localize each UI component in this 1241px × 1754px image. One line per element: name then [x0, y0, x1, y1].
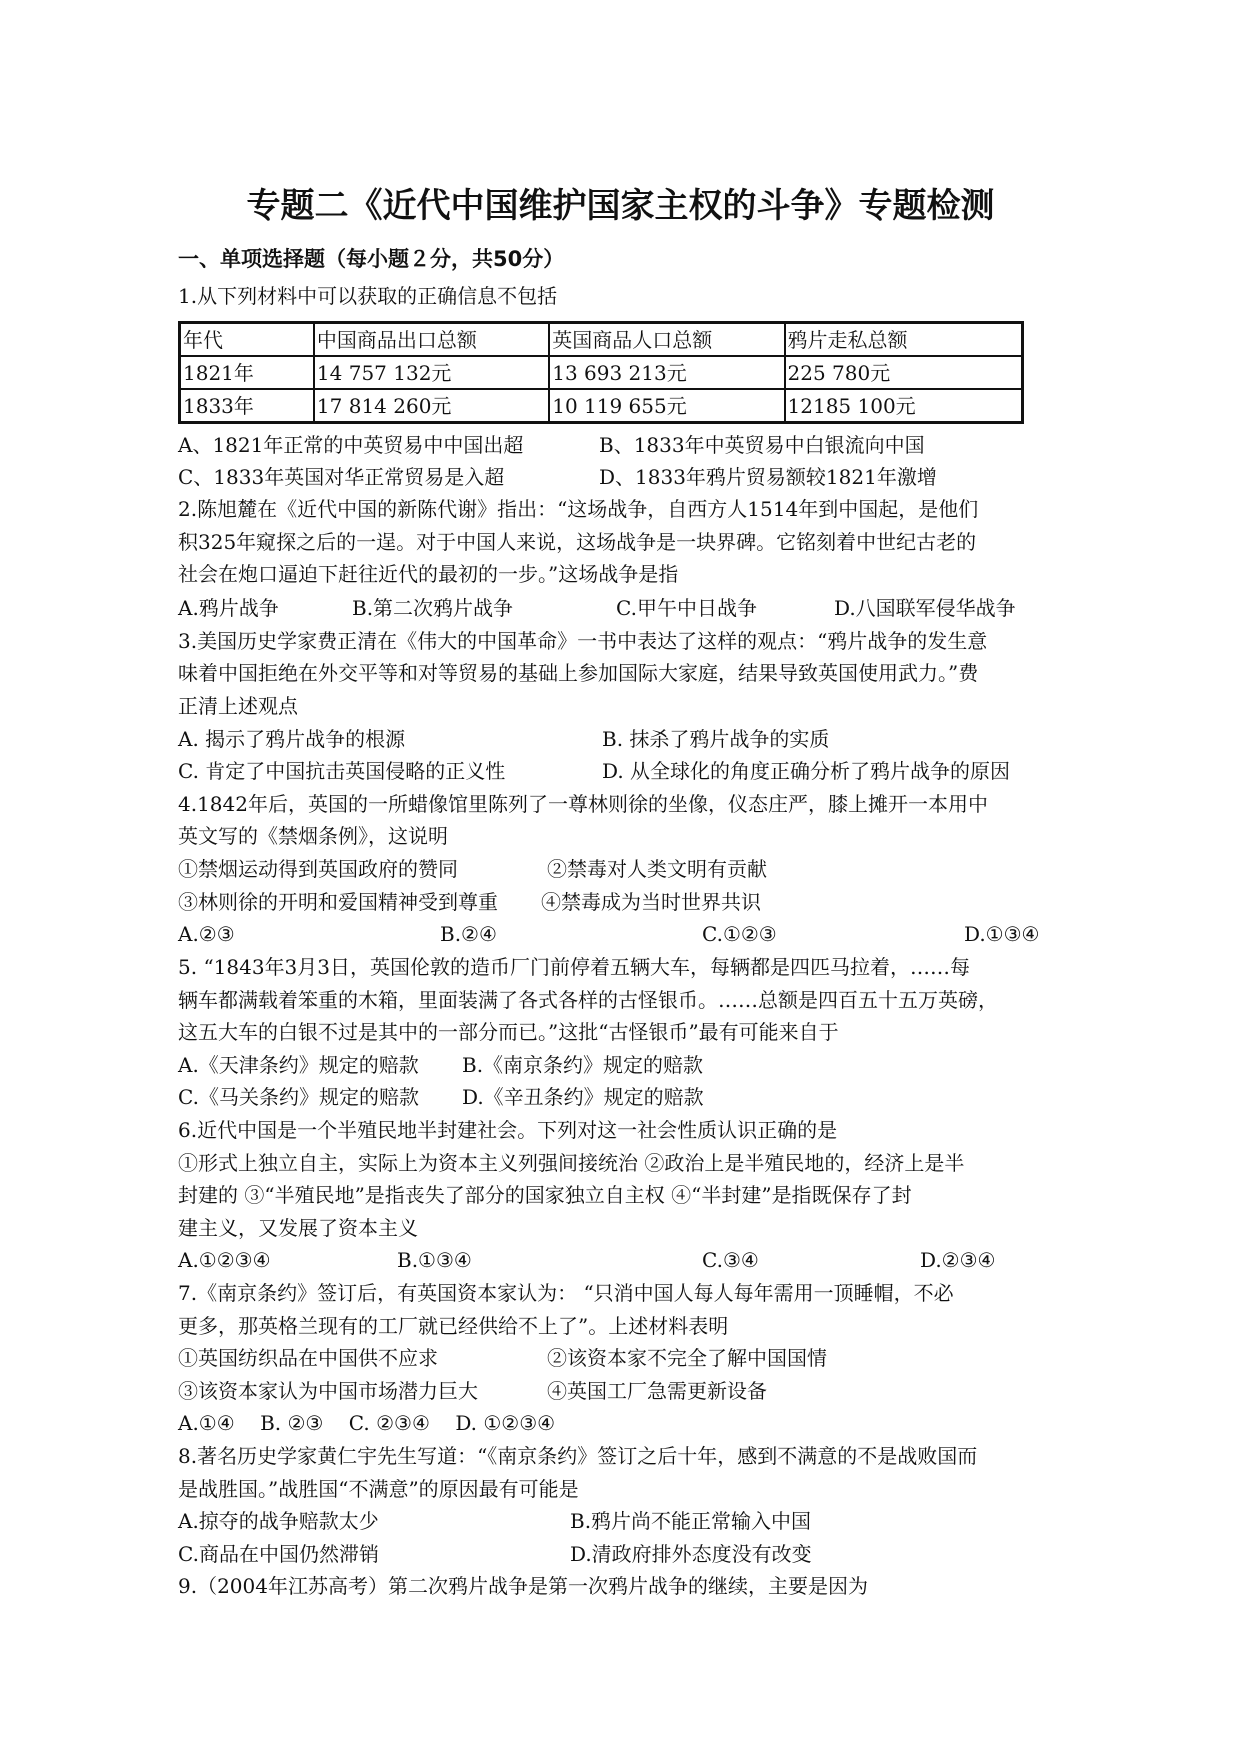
question-3-line: 3.美国历史学家费正清在《伟大的中国革命》一书中表达了这样的观点：“鸦片战争的发生意	[178, 629, 988, 653]
q1-option-b: B、1833年中英贸易中白银流向中国	[599, 433, 925, 457]
table-cell: 1833年	[180, 389, 314, 423]
q8-option-b: B.鸦片尚不能正常输入中国	[570, 1509, 812, 1533]
q6-option-c: C.③④	[702, 1248, 759, 1272]
q6-option-b: B.①③④	[397, 1248, 472, 1272]
q4-option-a: A.②③	[178, 922, 235, 946]
table-header-cell: 中国商品出口总额	[314, 323, 549, 357]
q8-option-a: A.掠夺的战争赔款太少	[178, 1509, 379, 1533]
q4-item-3: ③林则徐的开明和爱国精神受到尊重	[178, 890, 498, 914]
question-8-line: 8.著名历史学家黄仁宇先生写道：“《南京条约》签订之后十年，感到不满意的不是战败国而	[178, 1444, 978, 1468]
table-cell: 225 780元	[785, 356, 1023, 389]
question-1-stem: 1.从下列材料中可以获取的正确信息不包括	[178, 284, 558, 308]
q5-option-b: B.《南京条约》规定的赔款	[462, 1053, 704, 1077]
q1-option-a: A、1821年正常的中英贸易中中国出超	[178, 433, 524, 457]
q7-item-4: ④英国工厂急需更新设备	[547, 1379, 767, 1403]
q4-item-4: ④禁毒成为当时世界共识	[541, 890, 761, 914]
table-header-cell: 年代	[180, 323, 314, 357]
question-6-line: 6.近代中国是一个半殖民地半封建社会。下列对这一社会性质认识正确的是	[178, 1118, 838, 1142]
q5-option-d: D.《辛丑条约》规定的赔款	[462, 1085, 704, 1109]
q8-option-d: D.清政府排外态度没有改变	[570, 1542, 812, 1566]
q1-option-c: C、1833年英国对华正常贸易是入超	[178, 465, 505, 489]
q6-option-a: A.①②③④	[178, 1248, 271, 1272]
table-header-cell: 英国商品人口总额	[549, 323, 784, 357]
table-cell: 12185 100元	[785, 389, 1023, 423]
q6-option-d: D.②③④	[920, 1248, 996, 1272]
q2-option-b: B.第二次鸦片战争	[352, 596, 514, 620]
question-6-line: ①形式上独立自主，实际上为资本主义列强间接统治 ②政治上是半殖民地的，经济上是半	[178, 1151, 965, 1175]
q3-option-d: D. 从全球化的角度正确分析了鸦片战争的原因	[602, 759, 1011, 783]
q4-option-c: C.①②③	[702, 922, 777, 946]
q4-item-1: ①禁烟运动得到英国政府的赞同	[178, 857, 458, 881]
question-6-line: 封建的 ③“半殖民地”是指丧失了部分的国家独立自主权 ④“半封建”是指既保存了封	[178, 1183, 912, 1207]
table-header-row	[180, 323, 1023, 357]
table-header-cell: 鸦片走私总额	[785, 323, 1023, 357]
question-8-line: 是战胜国。”战胜国“不满意”的原因最有可能是	[178, 1477, 579, 1501]
table-cell: 17 814 260元	[314, 389, 549, 423]
q4-option-b: B.②④	[440, 922, 497, 946]
q7-item-2: ②该资本家不完全了解中国国情	[547, 1346, 827, 1370]
question-4-line: 英文写的《禁烟条例》，这说明	[178, 824, 448, 848]
q5-option-a: A.《天津条约》规定的赔款	[178, 1053, 419, 1077]
question-7-line: 更多，那英格兰现有的工厂就已经供给不上了”。上述材料表明	[178, 1314, 729, 1338]
question-2-line: 社会在炮口逼迫下赶往近代的最初的一步。”这场战争是指	[178, 562, 679, 586]
q7-options: A.①④ B. ②③ C. ②③④ D. ①②③④	[178, 1411, 556, 1435]
section-heading: 一、单项选择题（每小题２分，共50分）	[178, 247, 565, 271]
table-row	[180, 356, 1023, 389]
table-cell: 1821年	[180, 356, 314, 389]
question-7-line: 7.《南京条约》签订后，有英国资本家认为： “只消中国人每人每年需用一顶睡帽，不必	[178, 1281, 954, 1305]
question-5-line: 5. “1843年3月3日，英国伦敦的造币厂门前停着五辆大车，每辆都是四匹马拉着，……每	[178, 955, 971, 979]
question-3-line: 味着中国拒绝在外交平等和对等贸易的基础上参加国际大家庭，结果导致英国使用武力。”费	[178, 661, 979, 685]
q3-option-b: B. 抹杀了鸦片战争的实质	[602, 727, 830, 751]
q4-option-d: D.①③④	[964, 922, 1040, 946]
table-cell: 14 757 132元	[314, 356, 549, 389]
question-5-line: 这五大车的白银不过是其中的一部分而已。”这批“古怪银币”最有可能来自于	[178, 1020, 839, 1044]
document-title: 专题二《近代中国维护国家主权的斗争》专题检测	[246, 186, 995, 226]
question-4-line: 4.1842年后，英国的一所蜡像馆里陈列了一尊林则徐的坐像，仪态庄严，膝上摊开一本用中	[178, 792, 988, 816]
question-9-stem: 9.（2004年江苏高考）第二次鸦片战争是第一次鸦片战争的继续，主要是因为	[178, 1574, 868, 1598]
q5-option-c: C.《马关条约》规定的赔款	[178, 1085, 419, 1109]
question-2-line: 积325年窥探之后的一逞。对于中国人来说，这场战争是一块界碑。它铭刻着中世纪古老的	[178, 530, 977, 554]
question-2-line: 2.陈旭麓在《近代中国的新陈代谢》指出：“这场战争，自西方人1514年到中国起，是他们	[178, 497, 979, 521]
table-cell: 10 119 655元	[549, 389, 784, 423]
question-6-line: 建主义，又发展了资本主义	[178, 1216, 418, 1240]
q7-item-1: ①英国纺织品在中国供不应求	[178, 1346, 438, 1370]
q3-option-c: C. 肯定了中国抗击英国侵略的正义性	[178, 759, 506, 783]
q2-option-c: C.甲午中日战争	[616, 596, 757, 620]
q2-option-a: A.鸦片战争	[178, 596, 279, 620]
q2-option-d: D.八国联军侵华战争	[834, 596, 1016, 620]
q7-item-3: ③该资本家认为中国市场潜力巨大	[178, 1379, 478, 1403]
table-row	[180, 389, 1023, 423]
question-5-line: 辆车都满载着笨重的木箱，里面装满了各式各样的古怪银币。……总额是四百五十五万英磅，	[178, 988, 998, 1012]
q8-option-c: C.商品在中国仍然滞销	[178, 1542, 379, 1566]
q3-option-a: A. 揭示了鸦片战争的根源	[178, 727, 406, 751]
table-cell: 13 693 213元	[549, 356, 784, 389]
trade-data-table	[178, 321, 1024, 424]
q1-option-d: D、1833年鸦片贸易额较1821年激增	[599, 465, 937, 489]
question-3-line: 正清上述观点	[178, 694, 298, 718]
q4-item-2: ②禁毒对人类文明有贡献	[547, 857, 767, 881]
